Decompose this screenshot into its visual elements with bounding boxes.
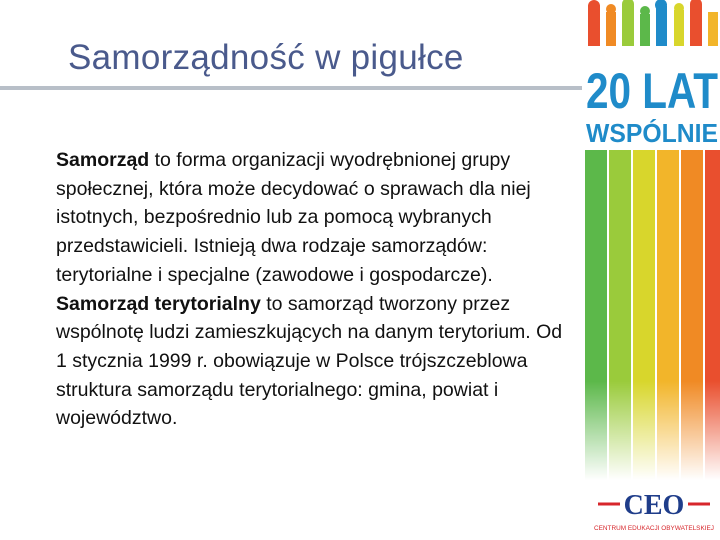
- ceo-logo-fullname: CENTRUM EDUKACJI OBYWATELSKIEJ: [594, 526, 714, 532]
- ceo-logo-name: CEO: [623, 490, 685, 521]
- definition-samorzad-terytorialny: to samorząd tworzony przez wspólnotę ludzi zamieszkujących na danym terytorium. Od 1 stycznia 1999 r. obowiązuje w Polsce trójszczeblowa struktura samorządu terytorialnego: gmina, powiat i województwo.: [56, 292, 563, 430]
- term-samorzad-terytorialny: Samorząd terytorialny: [56, 292, 261, 315]
- term-samorzad: Samorząd: [56, 149, 150, 171]
- people-icon: [588, 0, 718, 46]
- anniversary-line2: WSPÓLNIE: [586, 118, 718, 148]
- slide-body: [56, 146, 568, 433]
- anniversary-logo: [582, 0, 720, 150]
- color-stripes: [582, 150, 720, 480]
- ceo-logo: [590, 484, 718, 536]
- definition-samorzad: to forma organizacji wyodrębnionej grupy społecznej, która może decydować o sprawach dla niej istotnych, bezpośrednio lub za pomocą wybranych przedstawicieli. Istnieją dwa rodzaje samorządów: terytorialne i specjalne (zawodowe i gospodarcze).: [56, 149, 531, 286]
- slide-title: Samorządność w pigułce: [68, 38, 464, 77]
- title-divider: [0, 86, 582, 90]
- anniversary-line1: 20 LAT: [586, 63, 718, 119]
